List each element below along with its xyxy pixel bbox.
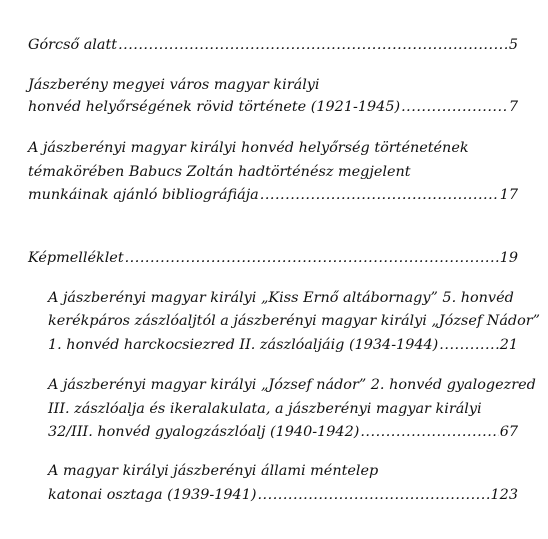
- toc-entry-line: A jászberényi magyar királyi „Kiss Ernő altábornagy” 5. honvéd: [48, 290, 514, 306]
- toc-entry-gyalogzaszloalj[interactable]: [48, 421, 518, 443]
- toc-page-number: 5: [508, 37, 518, 53]
- toc-entry-line: Jászberény megyei város magyar királyi: [28, 77, 320, 93]
- leader-dots: [125, 247, 499, 269]
- toc-entry-line: témakörében Babucs Zoltán hadtörténész megjelent: [28, 164, 411, 180]
- toc-page-number: 17: [499, 187, 518, 203]
- toc-entry-kerekparos-zaszloalj[interactable]: [48, 334, 518, 356]
- leader-dots: [118, 34, 508, 56]
- toc-entry-line: A jászberényi magyar királyi „József nádor” 2. honvéd gyalogezred: [48, 377, 536, 393]
- leader-dots: [260, 184, 499, 206]
- leader-dots: [439, 334, 498, 356]
- toc-entry-title: honvéd helyőrségének rövid története (1921-1945): [28, 99, 401, 115]
- toc-entry-mentelep-osztaga[interactable]: [48, 484, 518, 506]
- toc-entry-title: Képmelléklet: [28, 250, 124, 266]
- leader-dots: [360, 421, 498, 443]
- toc-page-number: 21: [499, 337, 518, 353]
- toc-entry-gorcso-alatt[interactable]: [28, 34, 518, 56]
- toc-entry-title: Górcső alatt: [28, 37, 118, 53]
- toc-entry-helyorseg-tortenete[interactable]: [28, 96, 518, 118]
- toc-entry-line: III. zászlóalja és ikeralakulata, a jászberényi magyar királyi: [48, 401, 482, 417]
- toc-entry-title: 1. honvéd harckocsiezred II. zászlóaljáig (1934-1944): [48, 337, 439, 353]
- toc-page-number: 67: [499, 424, 518, 440]
- toc-page-number: 7: [508, 99, 518, 115]
- toc-entry-title: munkáinak ajánló bibliográfiája: [28, 187, 259, 203]
- toc-entry-line: kerékpáros zászlóaljtól a jászberényi magyar királyi „József Nádor”: [48, 313, 541, 329]
- toc-page-number: 19: [499, 250, 518, 266]
- leader-dots: [257, 484, 489, 506]
- toc-entry-kepmelleklet[interactable]: [28, 247, 518, 269]
- toc-entry-title: katonai osztaga (1939-1941): [48, 487, 257, 503]
- toc-page-number: 123: [490, 487, 518, 503]
- toc-entry-line: A jászberényi magyar királyi honvéd helyőrség történetének: [28, 140, 469, 156]
- leader-dots: [401, 96, 508, 118]
- toc-entry-bibliografia[interactable]: [28, 184, 518, 206]
- toc-entry-line: A magyar királyi jászberényi állami méntelep: [48, 463, 379, 479]
- toc-entry-title: 32/III. honvéd gyalogzászlóalj (1940-1942): [48, 424, 360, 440]
